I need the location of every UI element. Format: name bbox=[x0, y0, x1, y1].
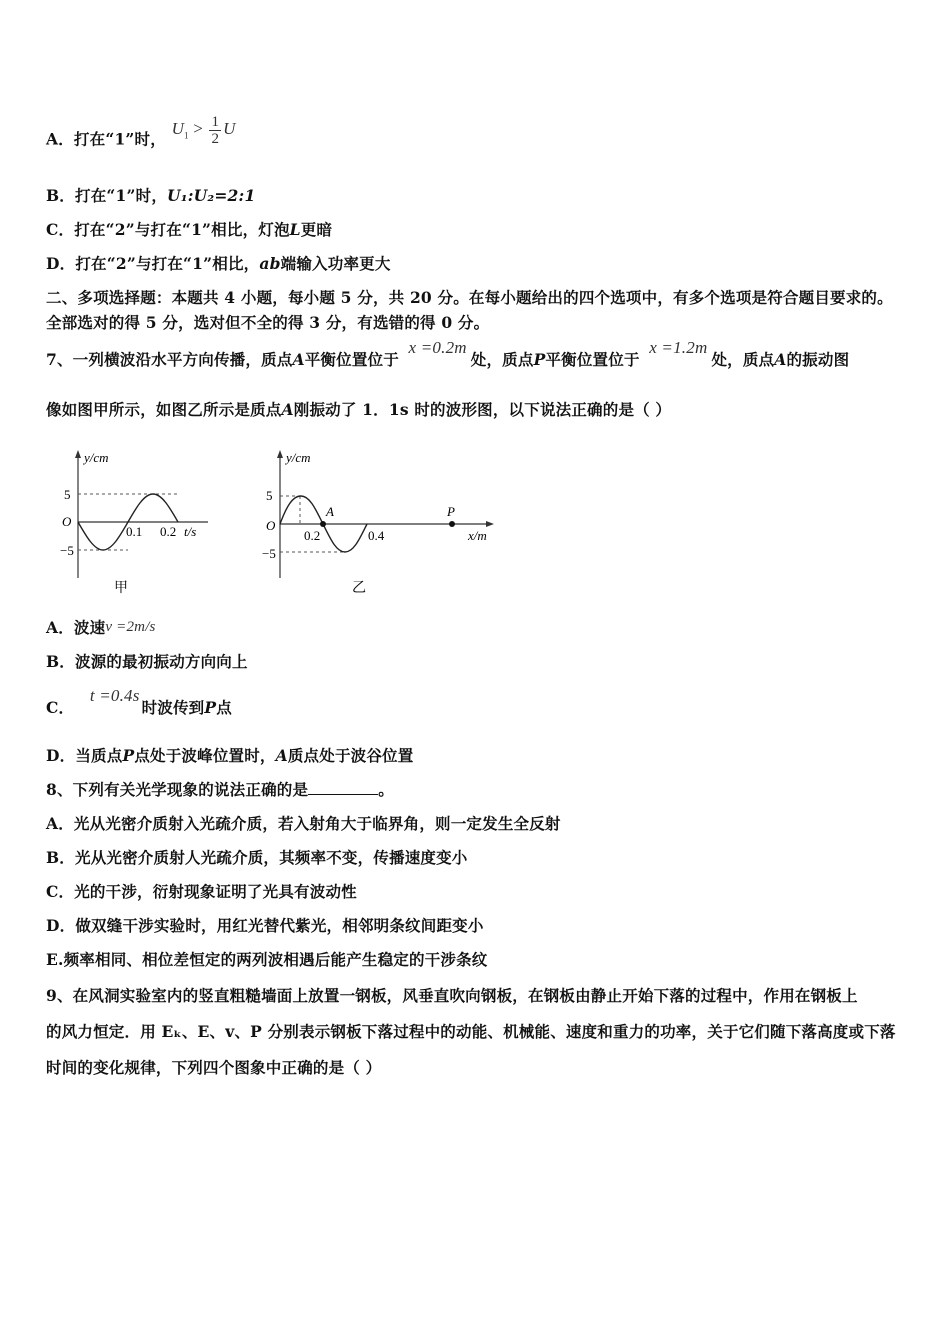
q6-option-c: C．打在“2”与打在“1”相比，灯泡L更暗 bbox=[46, 220, 333, 239]
fig2-caption: 乙 bbox=[352, 581, 366, 596]
q7-stem-line2: 像如图甲所示，如图乙所示是质点A刚振动了 1．1s 时的波形图，以下说法正确的是（ ） bbox=[46, 400, 672, 419]
fig1-tick-01: 0.1 bbox=[126, 524, 143, 539]
q7-option-c: C． t =0.4s时波传到P点 bbox=[46, 686, 232, 717]
q6-option-d: D．打在“2”与打在“1”相比，ab端输入功率更大 bbox=[46, 254, 391, 273]
fig1-xlabel: t/s bbox=[184, 524, 197, 539]
q9-stem-line3: 时间的变化规律，下列四个图象中正确的是（ ） bbox=[46, 1058, 382, 1077]
q8-option-b: B．光从光密介质射人光疏介质，其频率不变，传播速度变小 bbox=[46, 848, 468, 867]
q6-option-b: B．打在“1”时，U₁:U₂=2:1 bbox=[46, 186, 256, 205]
q8-option-c: C．光的干涉，衍射现象证明了光具有波动性 bbox=[46, 882, 357, 901]
q9-stem-line2: 的风力恒定．用 Eₖ、E、v、P 分别表示钢板下落过程中的动能、机械能、速度和重力的功率，关于它们随下落高度或下落 bbox=[46, 1022, 896, 1041]
fig2-label-p: P bbox=[447, 504, 455, 519]
q8-option-d: D．做双缝干涉实验时，用红光替代紫光，相邻明条纹间距变小 bbox=[46, 916, 484, 935]
fig2-label-a: A bbox=[326, 504, 334, 519]
fig1-tick-02: 0.2 bbox=[160, 524, 177, 539]
q7-stem-line1: 7、一列横波沿水平方向传播，质点A平衡位置位于 x =0.2m处，质点P平衡位置位于 x =1.2m处，质点A的振动图 bbox=[46, 338, 850, 369]
fig2-tick-neg5: −5 bbox=[262, 546, 276, 561]
y-axis-arrow bbox=[75, 450, 81, 458]
fig1-ylabel: y/cm bbox=[84, 450, 109, 465]
q7-option-b: B．波源的最初振动方向向上 bbox=[46, 652, 248, 671]
y-axis-arrow bbox=[277, 450, 283, 458]
q7-option-a: A．波速v =2m/s bbox=[46, 618, 156, 637]
q7-figure-waveform bbox=[252, 440, 502, 600]
point-a-marker bbox=[320, 521, 326, 527]
q9-stem-line1: 9、在风洞实验室内的竖直粗糙墙面上放置一钢板，风垂直吹向钢板，在钢板由静止开始下落的过程中，作用在钢板上 bbox=[46, 986, 858, 1005]
fig1-caption: 甲 bbox=[114, 581, 128, 596]
q8-option-a: A．光从光密介质射入光疏介质，若入射角大于临界角，则一定发生全反射 bbox=[46, 814, 561, 833]
q8-stem: 8、下列有关光学现象的说法正确的是 。 bbox=[46, 780, 394, 799]
q7-figure-vibration-graph bbox=[50, 440, 220, 600]
fig1-tick-5: 5 bbox=[64, 487, 71, 502]
q7-x2-math: x =1.2m bbox=[649, 338, 708, 357]
section2-heading-line2: 全部选对的得 5 分，选对但不全的得 3 分，有选错的得 0 分。 bbox=[46, 313, 490, 332]
section2-heading-line1: 二、多项选择题：本题共 4 小题，每小题 5 分，共 20 分。在每小题给出的四个选项中，有多个选项是符合题目要求的。 bbox=[46, 288, 893, 307]
fig2-origin: O bbox=[266, 518, 276, 533]
q6-option-a-math: $U_1$ > $\frac{1}{2}$ U bbox=[171, 114, 236, 147]
fig2-tick-04: 0.4 bbox=[368, 528, 385, 543]
fig2-tick-5: 5 bbox=[266, 488, 273, 503]
x-axis-arrow bbox=[486, 521, 494, 527]
point-p-marker bbox=[449, 521, 455, 527]
q8-option-e: E.频率相同、相位差恒定的两列波相遇后能产生稳定的干涉条纹 bbox=[46, 950, 488, 969]
fig2-tick-02: 0.2 bbox=[304, 528, 321, 543]
q7-option-d: D．当质点P点处于波峰位置时，A质点处于波谷位置 bbox=[46, 746, 414, 765]
fig1-tick-neg5: −5 bbox=[60, 543, 74, 558]
fig2-xlabel: x/m bbox=[468, 528, 487, 543]
q8-answer-blank bbox=[308, 780, 378, 795]
q6-option-a: A．打在“1”时， $U_1$ > $\frac{1}{2}$ U bbox=[46, 114, 236, 149]
fig1-origin: O bbox=[62, 514, 72, 529]
fig2-ylabel: y/cm bbox=[286, 450, 311, 465]
q7-x1-math: x =0.2m bbox=[408, 338, 467, 357]
